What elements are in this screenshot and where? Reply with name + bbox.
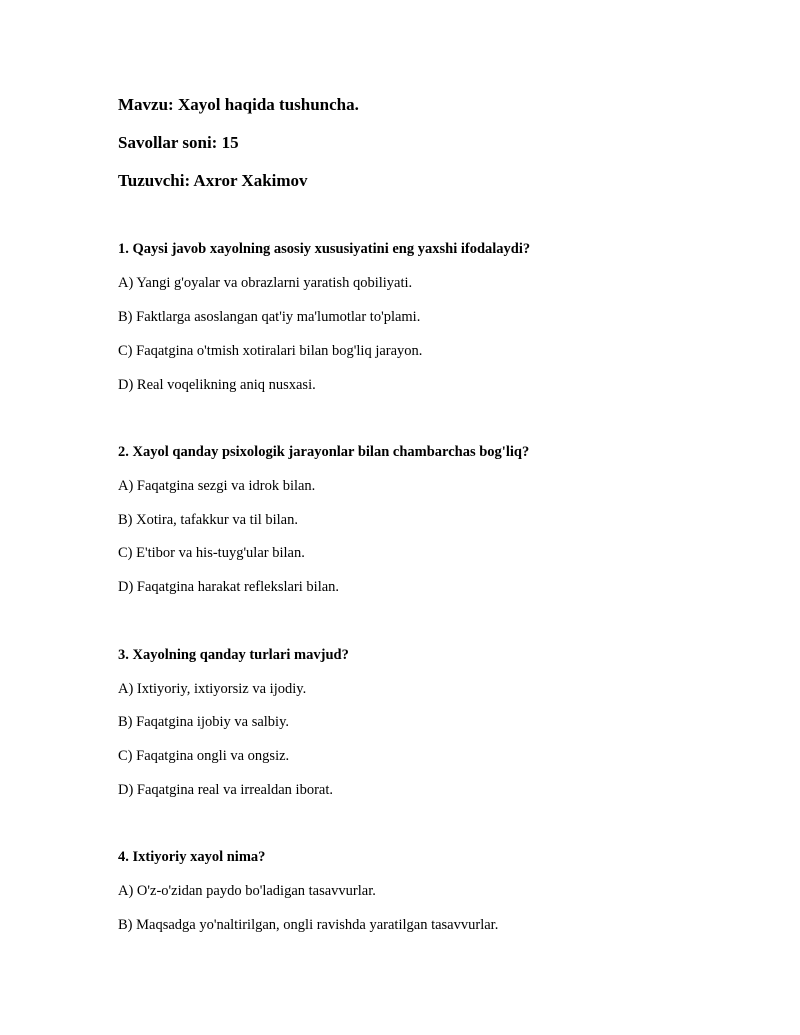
question-2-option-a: A) Faqatgina sezgi va idrok bilan.: [118, 478, 316, 494]
author-heading: Tuzuvchi: Axror Xakimov: [118, 171, 308, 190]
question-2-option-d: D) Faqatgina harakat reflekslari bilan.: [118, 579, 340, 595]
question-count-heading: Savollar soni: 15: [118, 133, 239, 152]
question-3-option-c: C) Faqatgina ongli va ongsiz.: [118, 748, 290, 764]
question-3-option-d: D) Faqatgina real va irrealdan iborat.: [118, 782, 333, 798]
question-1-title: 1. Qaysi javob xayolning asosiy xususiyatini eng yaxshi ifodalaydi?: [118, 241, 531, 257]
question-4-option-a: A) O'z-o'zidan paydo bo'ladigan tasavvurlar.: [118, 883, 376, 899]
question-4-option-b: B) Maqsadga yo'naltirilgan, ongli ravishda yaratilgan tasavvurlar.: [118, 917, 499, 933]
question-2-option-b: B) Xotira, tafakkur va til bilan.: [118, 512, 298, 528]
question-1-option-a: A) Yangi g'oyalar va obrazlarni yaratish qobiliyati.: [118, 275, 413, 291]
question-3-option-b: B) Faqatgina ijobiy va salbiy.: [118, 714, 290, 730]
question-3-title: 3. Xayolning qanday turlari mavjud?: [118, 647, 349, 663]
question-2-option-c: C) E'tibor va his-tuyg'ular bilan.: [118, 545, 305, 561]
question-1-option-d: D) Real voqelikning aniq nusxasi.: [118, 377, 316, 393]
question-4-title: 4. Ixtiyoriy xayol nima?: [118, 849, 266, 865]
question-3-option-a: A) Ixtiyoriy, ixtiyorsiz va ijodiy.: [118, 681, 307, 697]
question-1-option-b: B) Faktlarga asoslangan qat'iy ma'lumotlar to'plami.: [118, 309, 421, 325]
question-1-option-c: C) Faqatgina o'tmish xotiralari bilan bog'liq jarayon.: [118, 343, 423, 359]
topic-heading: Mavzu: Xayol haqida tushuncha.: [118, 95, 359, 114]
question-2-title: 2. Xayol qanday psixologik jarayonlar bilan chambarchas bog'liq?: [118, 444, 530, 460]
